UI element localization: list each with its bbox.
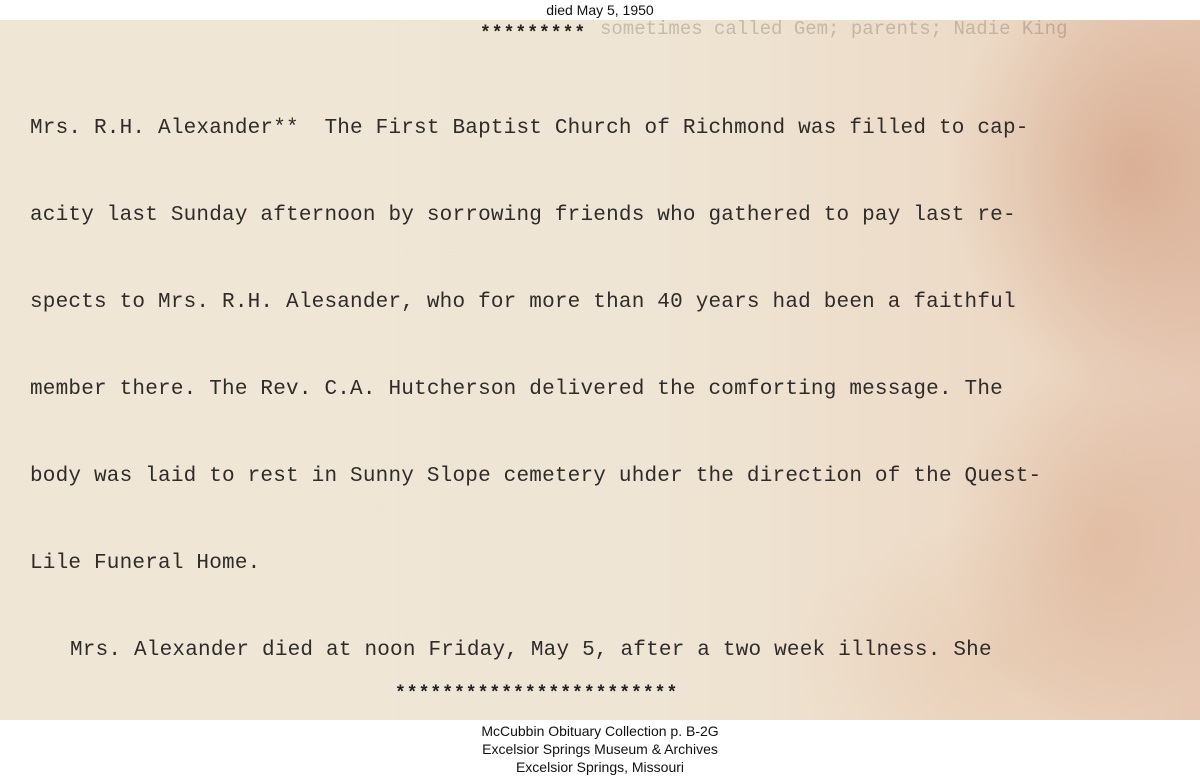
bleed-through-line: sometimes called Gem; parents; Nadie King (600, 20, 1068, 40)
text-line: Mrs. Alexander died at noon Friday, May 5, after a two week illness. She (70, 639, 992, 662)
text-line: acity last Sunday afternoon by sorrowing friends who gathered to pay last re- (30, 204, 1016, 227)
text-line: spects to Mrs. R.H. Alesander, who for more than 40 years had been a faithful (30, 291, 1016, 314)
newspaper-clipping (0, 20, 1200, 720)
header-caption: died May 5, 1950 (546, 2, 654, 18)
archive-credit (0, 722, 1200, 776)
museum-line: Excelsior Springs Museum & Archives (482, 741, 718, 757)
separator-stars-top: ********* (480, 24, 587, 44)
text-line: Lile Funeral Home. (30, 552, 261, 575)
obituary-text (30, 56, 1180, 720)
text-line: Mrs. R.H. Alexander** The First Baptist Church of Richmond was filled to cap- (30, 117, 1029, 140)
location-line: Excelsior Springs, Missouri (515, 759, 685, 775)
text-line: body was laid to rest in Sunny Slope cemetery uhder the direction of the Quest- (30, 465, 1042, 488)
text-line: member there. The Rev. C.A. Hutcherson delivered the comforting message. The (30, 378, 1003, 401)
separator-stars-bottom: ************************ (395, 684, 679, 704)
collection-line: McCubbin Obituary Collection p. B-2G (481, 723, 719, 739)
bleed-through-text (600, 20, 1160, 42)
